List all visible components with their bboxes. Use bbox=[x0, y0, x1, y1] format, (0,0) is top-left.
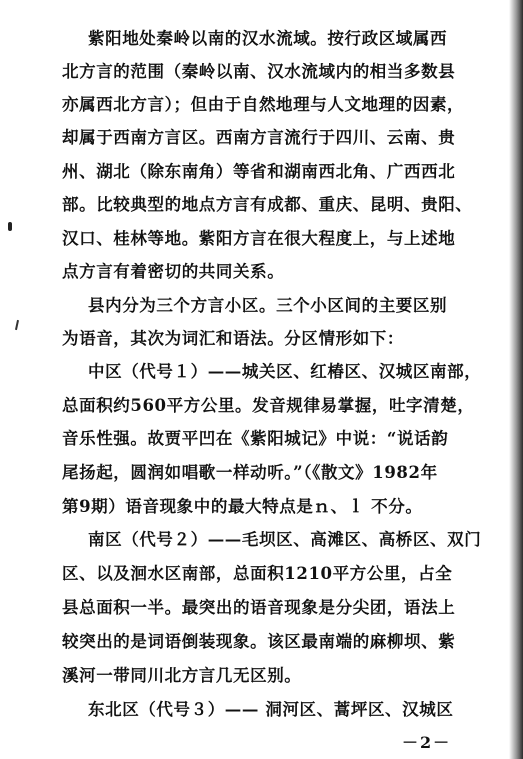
page-edge-shadow bbox=[509, 0, 523, 759]
text-line: 县总面积一半。最突出的语音现象是分尖团，语法上 bbox=[62, 598, 456, 617]
text-line: 紫阳地处秦岭以南的汉水流域。按行政区域属西 bbox=[88, 29, 448, 48]
binding-hole-mark bbox=[8, 222, 12, 231]
text-line: 尾扬起，圆润如唱歌一样动听。”（《散文》1982年 bbox=[62, 463, 438, 482]
text-line: 县内分为三个方言小区。三个小区间的主要区别 bbox=[88, 296, 448, 315]
text-line: 为语音，其次为词汇和语法。分区情形如下： bbox=[62, 329, 404, 348]
text-line: 较突出的是词语倒装现象。该区最南端的麻柳坝、紫 bbox=[62, 632, 456, 651]
text-line: 点方言有着密切的共同关系。 bbox=[62, 262, 285, 281]
text-line: 音乐性强。故贾平凹在《紫阳城记》中说：“说话韵 bbox=[62, 429, 449, 448]
text-line: 区、以及洄水区南部，总面积1210平方公里，占全 bbox=[62, 564, 453, 583]
text-line: 总面积约560平方公里。发音规律易掌握，吐字清楚， bbox=[62, 396, 475, 415]
text-line: 溪河一带同川北方言几无区别。 bbox=[62, 666, 302, 685]
text-line: 却属于西南方言区。西南方言流行于四川、云南、贵 bbox=[62, 128, 456, 147]
text-line: 部。比较典型的地点方言有成都、重庆、昆明、贵阳、 bbox=[62, 195, 473, 214]
text-line: 东北区（代号３）—— 洞河区、蒿坪区、汉城区 bbox=[88, 700, 454, 719]
text-line: 中区（代号１）——城关区、红椿区、汉城区南部， bbox=[88, 362, 482, 381]
text-line: 亦属西北方言）；但由于自然地理与人文地理的因素， bbox=[62, 95, 465, 114]
text-line: 南区（代号２）——毛坝区、高滩区、高桥区、双门 bbox=[88, 530, 482, 549]
binding-scratch-mark bbox=[15, 320, 19, 330]
text-line: 汉口、桂林等地。紫阳方言在很大程度上，与上述地 bbox=[62, 229, 456, 248]
text-line: 第9期）语音现象中的最大特点是ｎ、ｌ 不分。 bbox=[62, 497, 423, 516]
text-line: 州、湖北（除东南角）等省和湖南西北角、广西西北 bbox=[62, 162, 456, 181]
text-line: 北方言的范围（秦岭以南、汉水流域内的相当多数县 bbox=[62, 62, 456, 81]
page-number: －2－ bbox=[402, 733, 452, 752]
